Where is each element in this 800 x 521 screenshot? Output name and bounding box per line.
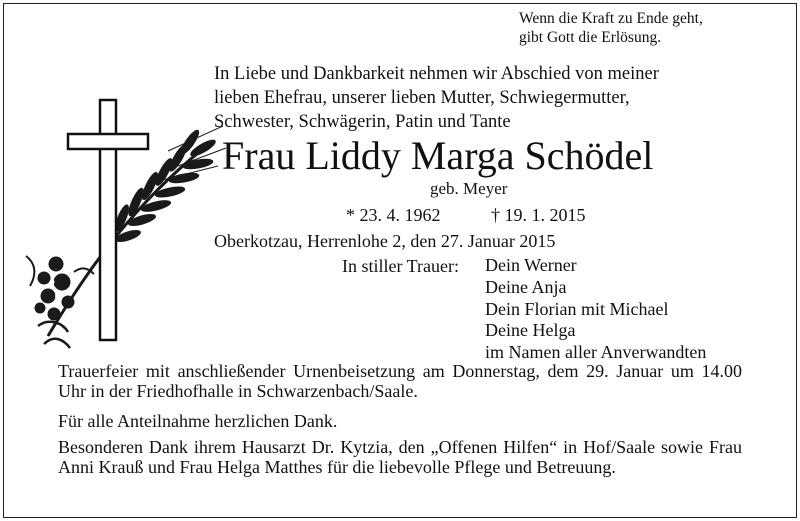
birth-name: geb. Meyer <box>430 179 508 198</box>
mourner: im Namen aller Anverwandten <box>485 342 707 363</box>
mourners-list <box>485 255 706 364</box>
life-dates <box>346 203 586 227</box>
mourner: Deine Anja <box>485 276 567 297</box>
death-date: † 19. 1. 2015 <box>491 205 586 225</box>
intro-line: lieben Ehefrau, unserer lieben Mutter, Schwiegermutter, <box>214 88 630 108</box>
intro-text <box>214 62 794 134</box>
thanks-text: Für alle Anteilnahme herzlichen Dank. <box>58 411 338 431</box>
motto <box>519 9 789 47</box>
motto-line: Wenn die Kraft zu Ende geht, <box>519 10 703 27</box>
intro-line: Schwester, Schwägerin, Patin und Tante <box>214 112 511 132</box>
special-thanks-text: Besonderen Dank ihrem Hausarzt Dr. Kytzia, den „Offenen Hilfen“ in Hof/Saale sowie Frau Anni Krauß und Frau Helga Matthes für die liebevolle Pflege und Betreuung. <box>58 437 742 477</box>
mourner: Dein Werner <box>485 255 577 275</box>
mourner: Deine Helga <box>485 320 576 341</box>
birth-date: * 23. 4. 1962 <box>346 205 441 225</box>
deceased-name: Frau Liddy Marga Schödel <box>222 133 654 178</box>
intro-line: In Liebe und Dankbarkeit nehmen wir Abschied von meiner <box>214 64 659 84</box>
motto-line: gibt Gott die Erlösung. <box>519 29 662 46</box>
mourners-label: In stiller Trauer: <box>342 256 459 276</box>
cross-with-wheat-branch-icon <box>18 96 228 356</box>
funeral-info: Trauerfeier mit anschließender Urnenbeisetzung am Donnerstag, dem 29. Januar um 14.00 Uhr in der Friedhofhalle in Schwarzenbach/Saale. <box>58 361 742 401</box>
place-and-date: Oberkotzau, Herrenlohe 2, den 27. Januar 2015 <box>214 231 556 251</box>
mourner: Dein Florian mit Michael <box>485 298 669 319</box>
